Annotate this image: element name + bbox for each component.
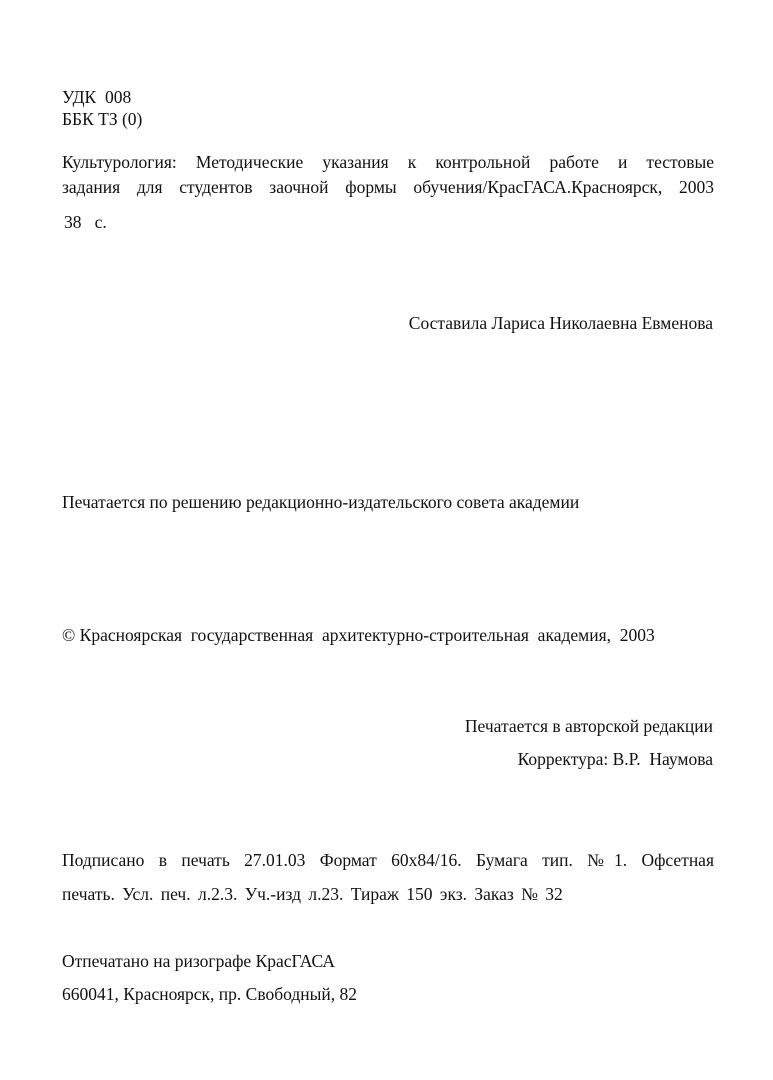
page-count: 38 с. [64, 212, 107, 232]
annotation-line-1: Культурология: Методические указания к контрольной работе и тестовые [62, 152, 714, 172]
approval-note: Печатается по решению редакционно-издательского совета академии [62, 492, 580, 512]
editorial-note: Печатается в авторской редакции [464, 716, 713, 736]
bbk-code: ББК ТЗ (0) [62, 109, 143, 129]
annotation-line-2: задания для студентов заочной формы обучения/КрасГАСА.Красноярск, 2003 [62, 177, 714, 197]
imprint-line-2: печать. Усл. печ. л.2.3. Уч.-изд л.23. Тираж 150 экз. Заказ № 32 [62, 884, 563, 904]
proofreader-credit: Корректура: В.Р. Наумова [517, 749, 713, 769]
printer-line-1: Отпечатано на ризографе КрасГАСА [62, 951, 335, 971]
compiler-credit: Составила Лариса Николаевна Евменова [408, 313, 713, 333]
copyright-notice: © Красноярская государственная архитектурно-строительная академия, 2003 [62, 625, 655, 645]
imprint-line-1: Подписано в печать 27.01.03 Формат 60x84/16. Бумага тип. №1. Офсетная [62, 850, 714, 870]
printer-address: 660041, Красноярск, пр. Свободный, 82 [62, 984, 358, 1004]
udk-code: УДК 008 [62, 87, 132, 107]
